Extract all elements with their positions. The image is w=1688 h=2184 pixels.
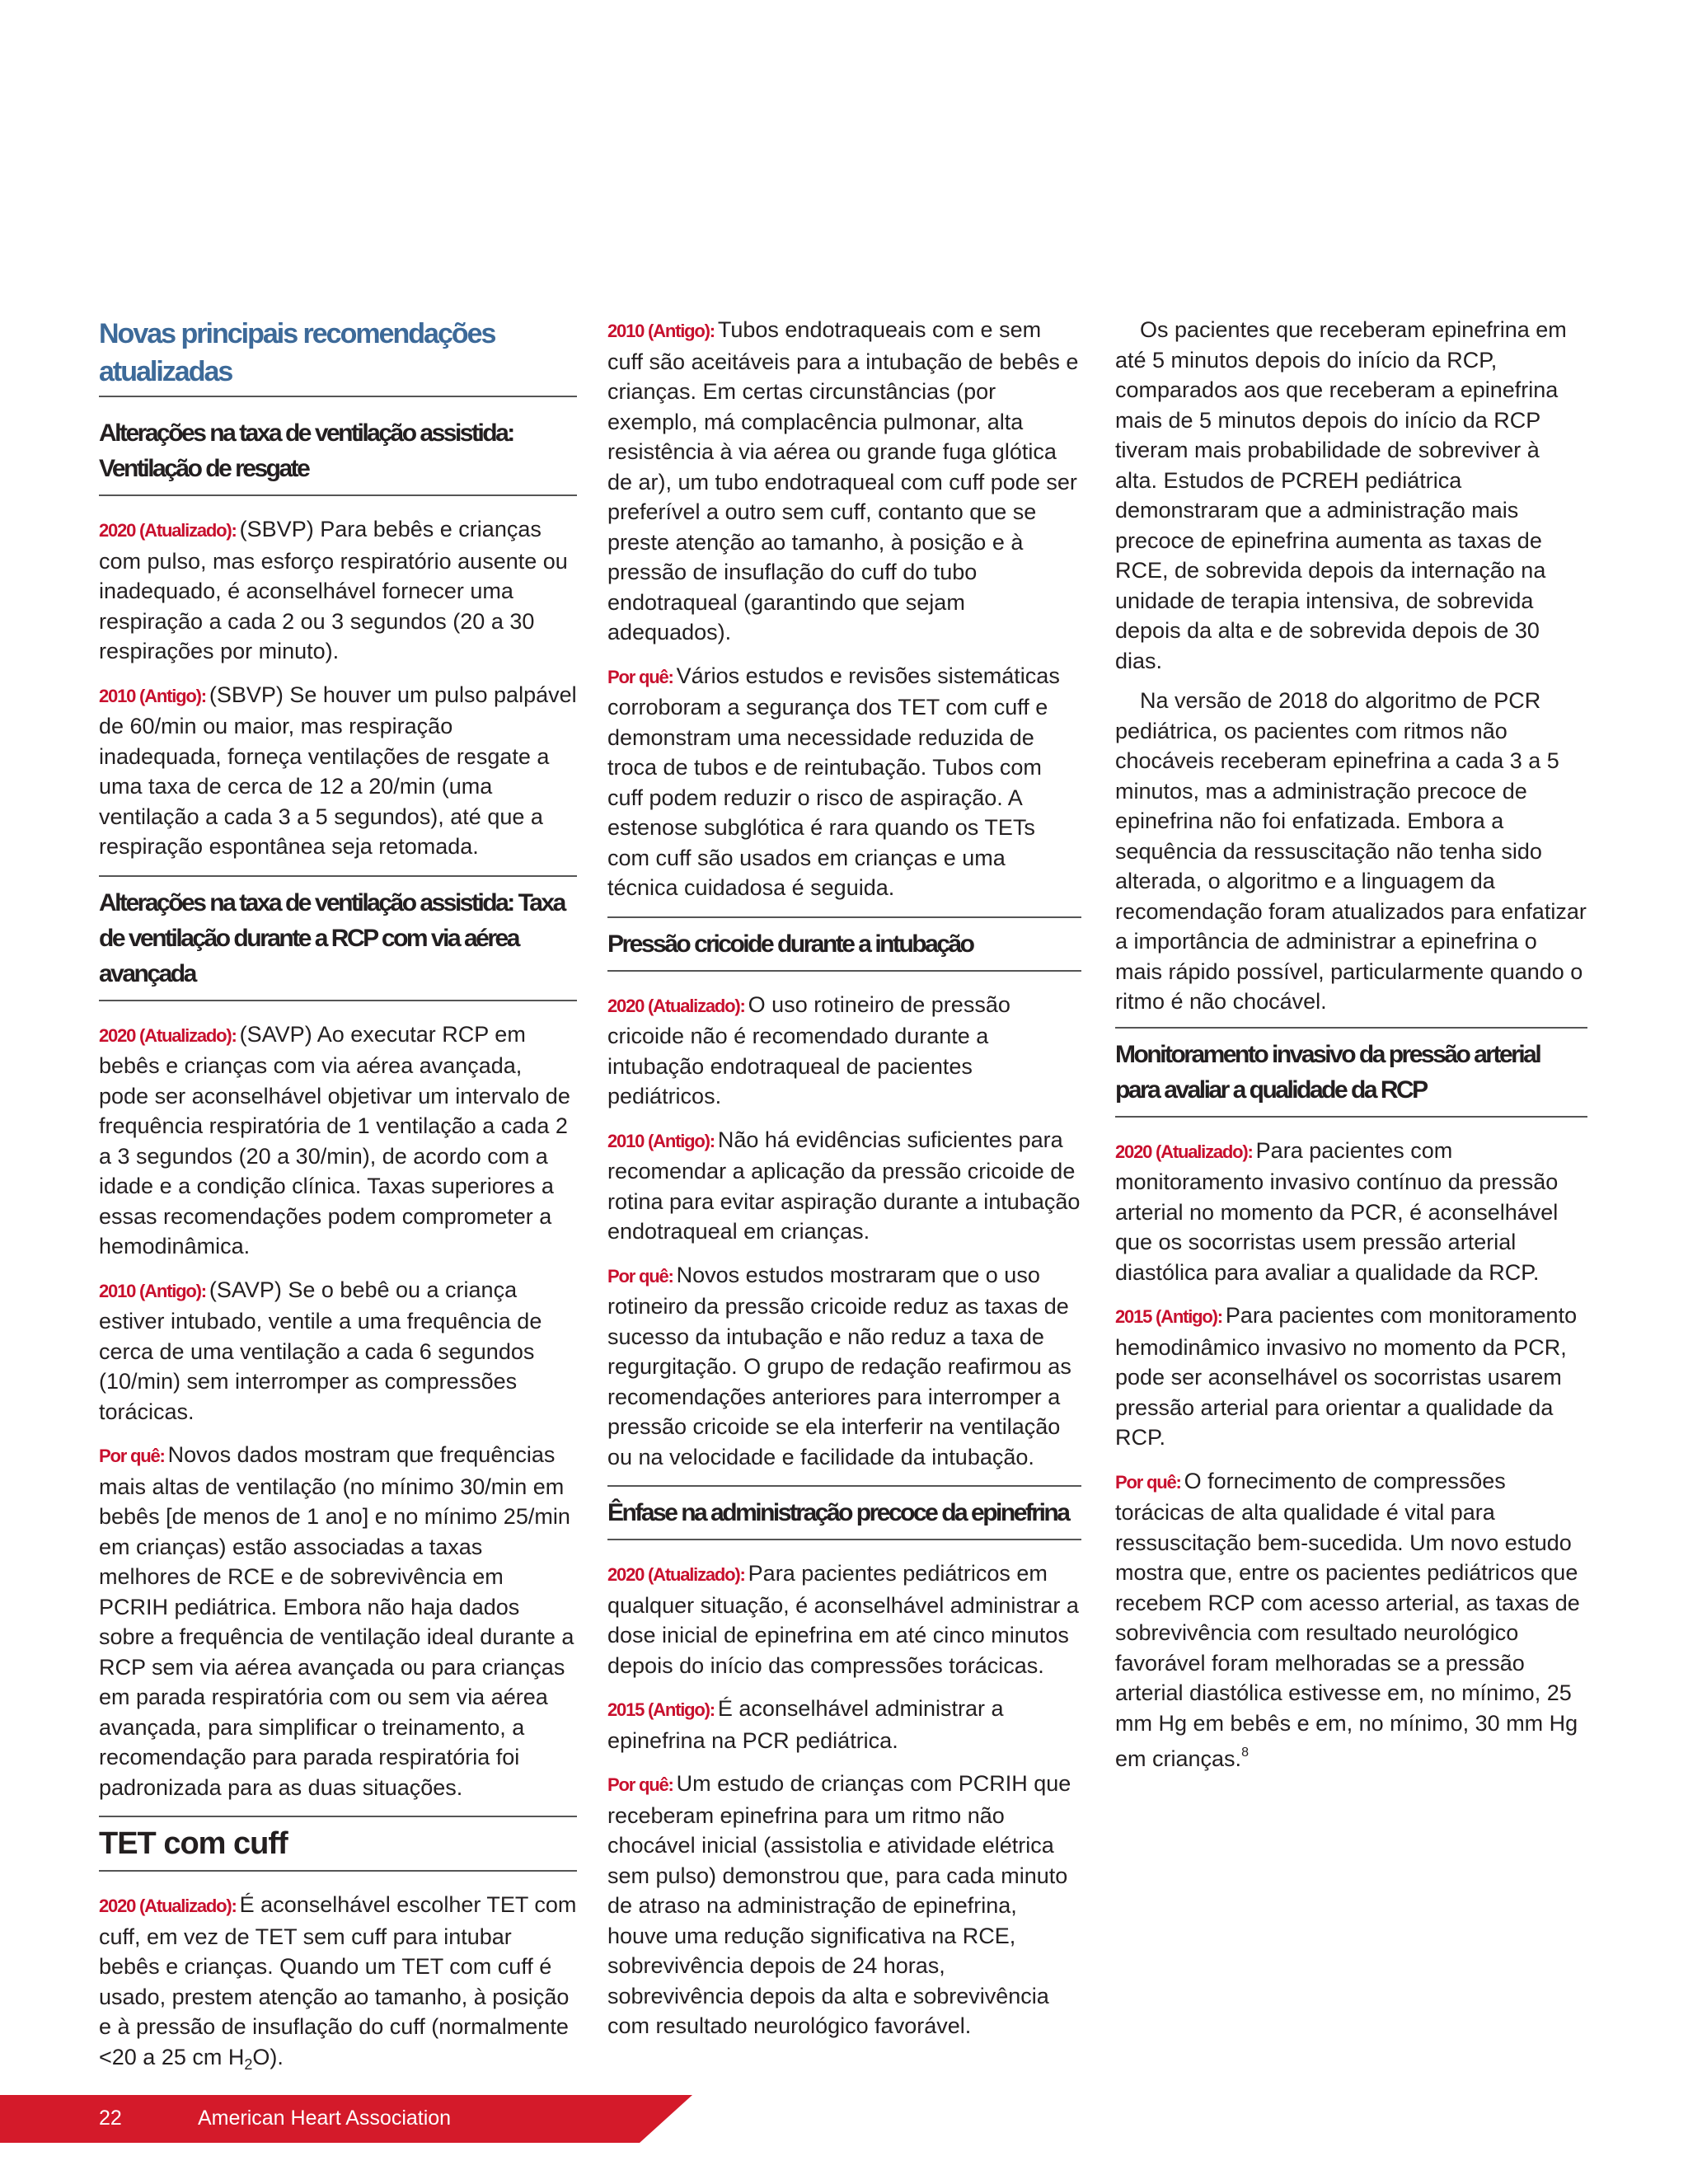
heading-monitoramento: Monitoramento invasivo da pressão arterial para avaliar a qualidade da RCP: [1115, 1027, 1587, 1118]
paragraph-tet-2020: 2020 (Atualizado): É aconselhável escolher TET com cuff, em vez de TET sem cuff para intubar bebês e crianças. Quando um TET com cuff é usado, prestem atenção ao tamanho, à posição e à pressão de insuflação do cuff (normalmente <20 a 25 cm $H_2O$).: [99, 1892, 577, 2073]
paragraph-epinefrina-3: Na versão de 2018 do algoritmo de PCR pediátrica, os pacientes com ritmos não chocáveis receberam epinefrina a cada 3 a 5 minutos, mas a administração precoce de epinefrina não foi enfatizada. Embora a sequência da ressuscitação não tenha sido alterada, o algoritmo e a linguagem da recomendação foram atualizados para enfatizar a importância de administrar a epinefrina o mais rápido possível, particularmente quando o ritmo é não chocável.: [1115, 688, 1587, 1014]
paragraph-cricoide-2010: 2010 (Antigo): Não há evidências suficientes para recomendar a aplicação da pressão cricoide de rotina para evitar aspiração durante a intubação endotraqueal em crianças.: [607, 1127, 1081, 1244]
paragraph-tet-2010: 2010 (Antigo): Tubos endotraqueais com e sem cuff são aceitáveis para a intubação de bebês e crianças. Em certas circunstâncias (por exemplo, má complacência pulmonar, alta resistência à via aérea ou grande fuga glótica de ar), um tubo endotraqueal com cuff pode ser preferível a outro sem cuff, contanto que se preste atenção ao tamanho, à posição e à pressão de insuflação do cuff do tubo endotraqueal (garantindo que sejam adequados).: [607, 317, 1079, 644]
heading-epinefrina: Ênfase na administração precoce da epinefrina: [607, 1485, 1081, 1540]
label-updated: 2020 (Atualizado):: [607, 1564, 745, 1585]
section-title: Novas principais recomendações atualizadas: [99, 315, 577, 397]
paragraph-epinefrina-2015: 2015 (Antigo): É aconselhável administrar a epinefrina na PCR pediátrica.: [607, 1696, 1004, 1753]
label-old: 2010 (Antigo):: [607, 1130, 715, 1151]
label-old: 2015 (Antigo):: [607, 1699, 715, 1720]
paragraph-resgate-2010: 2010 (Antigo): (SBVP) Se houver um pulso palpável de 60/min ou maior, mas respiração inadequada, forneça ventilações de resgate a uma taxa de cerca de 12 a 20/min (uma ventilação a cada 3 a 5 segundos), até que a respiração espontânea seja retomada.: [99, 682, 577, 859]
label-old: 2010 (Antigo):: [99, 1280, 206, 1301]
paragraph-epinefrina-2020: 2020 (Atualizado): Para pacientes pediátricos em qualquer situação, é aconselhável administrar a dose inicial de epinefrina em até cinco minutos depois do início das compressões torácicas.: [607, 1561, 1079, 1678]
label-updated: 2020 (Atualizado):: [607, 995, 745, 1016]
column-2: [607, 315, 1081, 2055]
page-number: 22: [99, 2107, 122, 2130]
paragraph-tet-why: Por quê: Vários estudos e revisões sistemáticas corroboram a segurança dos TET com cuff e demonstram uma necessidade reduzida de troca de tubos e de reintubação. Tubos com cuff podem reduzir o risco de aspiração. A estenose subglótica é rara quando os TETs com cuff são usados em crianças e uma técnica cuidadosa é seguida.: [607, 663, 1060, 900]
paragraph-cricoide-2020: 2020 (Atualizado): O uso rotineiro de pressão cricoide não é recomendado durante a intubação endotraqueal de pacientes pediátricos.: [607, 991, 1010, 1108]
label-why: Por quê:: [99, 1446, 165, 1466]
paragraph-via-aerea-why: Por quê: Novos dados mostram que frequências mais altas de ventilação (no mínimo 30/min em bebês [de menos de 1 ano] e no mínimo 25/min em crianças) estão associadas a taxas melhores de RCE e de sobrevivência em PCRIH pediátrica. Embora não haja dados sobre a frequência de ventilação ideal durante a RCP sem via aérea avançada ou para crianças em parada respiratória com ou sem via aérea avançada, para simplificar o treinamento, a recomendação para parada respiratória foi padronizada para as duas situações.: [99, 1442, 574, 1800]
paragraph-monitoramento-2020: 2020 (Atualizado): Para pacientes com monitoramento invasivo contínuo da pressão arterial no momento da PCR, é aconselhável que os socorristas usem pressão arterial diastólica para avaliar a qualidade da RCP.: [1115, 1137, 1559, 1285]
paragraph-epinefrina-2: Os pacientes que receberam epinefrina em até 5 minutos depois do início da RCP, comparados aos que receberam a epinefrina mais de 5 minutos depois do início da RCP tiveram mais probabilidade de sobreviver à alta. Estudos de PCREH pediátrica demonstraram que a administração mais precoce de epinefrina aumenta as taxas de RCE, de sobrevida depois da internação na unidade de terapia intensiva, de sobrevida depois da alta e de sobrevida depois de 30 dias.: [1115, 317, 1567, 673]
heading-tet-cuff: TET com cuff: [99, 1816, 577, 1872]
heading-pressao-cricoide: Pressão cricoide durante a intubação: [607, 916, 1081, 972]
paragraph-via-aerea-2020: 2020 (Atualizado): (SAVP) Ao executar RCP em bebês e crianças com via aérea avançada, pode ser aconselhável objetivar um intervalo de frequência respiratória de 1 ventilação a cada 2 a 3 segundos (20 a 30/min), de acordo com a idade e a condição clínica. Taxas superiores a essas recomendações podem comprometer a hemodinâmica.: [99, 1021, 570, 1258]
label-old: 2010 (Antigo):: [99, 685, 206, 706]
column-3: [1115, 315, 1587, 1788]
label-old: 2015 (Antigo):: [1115, 1306, 1222, 1327]
paragraph-resgate-2020: 2020 (Atualizado): (SBVP) Para bebês e crianças com pulso, mas esforço respiratório ausente ou inadequado, é aconselhável fornecer uma respiração a cada 2 ou 3 segundos (20 a 30 respirações por minuto).: [99, 517, 568, 663]
label-updated: 2020 (Atualizado):: [1115, 1141, 1253, 1162]
column-1: [99, 315, 577, 2093]
label-why: Por quê:: [1115, 1471, 1181, 1493]
paragraph-monitoramento-why: Por quê: O fornecimento de compressões torácicas de alta qualidade é vital para ressuscitação bem-sucedida. Um novo estudo mostra que, entre os pacientes pediátricos que recebem RCP com acesso arterial, as taxas de sobrevivência com resultado neurológico favorável foram melhoradas se a pressão arterial diastólica estivesse em, no mínimo, 25 mm Hg em bebês e em, no mínimo, 30 mm Hg em crianças.$^8$: [1115, 1468, 1580, 1771]
label-updated: 2020 (Atualizado):: [99, 1024, 237, 1046]
label-old: 2010 (Antigo):: [607, 321, 715, 341]
footnote-marker: 8: [1241, 1746, 1249, 1760]
label-updated: 2020 (Atualizado):: [99, 520, 237, 541]
paragraph-via-aerea-2010: 2010 (Antigo): (SAVP) Se o bebê ou a criança estiver intubado, ventile a uma frequência de cerca de uma ventilação a cada 6 segundos (10/min) sem interromper as compressões torácicas.: [99, 1277, 542, 1424]
label-why: Por quê:: [607, 1265, 673, 1286]
label-why: Por quê:: [607, 666, 673, 687]
label-updated: 2020 (Atualizado):: [99, 1896, 237, 1916]
heading-ventilacao-resgate: Alterações na taxa de ventilação assistida: Ventilação de resgate: [99, 415, 577, 496]
paragraph-monitoramento-2015: 2015 (Antigo): Para pacientes com monitoramento hemodinâmico invasivo no momento da PCR, pode ser aconselhável os socorristas usarem pressão arterial para orientar a qualidade da RCP.: [1115, 1303, 1578, 1450]
paragraph-cricoide-why: Por quê: Novos estudos mostraram que o uso rotineiro da pressão cricoide reduz as taxas de sucesso da intubação e não reduz a taxa de regurgitação. O grupo de redação reafirmou as recomendações anteriores para interromper a pressão cricoide se ela interferir na ventilação ou na velocidade e facilidade da intubação.: [607, 1262, 1071, 1469]
paragraph-epinefrina-why-start: Por quê: Um estudo de crianças com PCRIH que receberam epinefrina para um ritmo não chocável inicial (assistolia e atividade elétrica sem pulso) demonstrou que, para cada minuto de atraso na administração de epinefrina, houve uma redução significativa na RCE, sobrevivência depois de 24 horas, sobrevivência depois da alta e sobrevivência com resultado neurológico favorável.: [607, 1771, 1071, 2038]
heading-ventilacao-via-aerea: Alterações na taxa de ventilação assistida: Taxa de ventilação durante a RCP com via aérea avançada: [99, 875, 577, 1001]
footer-organization: American Heart Association: [198, 2107, 452, 2130]
label-why: Por quê:: [607, 1774, 673, 1795]
